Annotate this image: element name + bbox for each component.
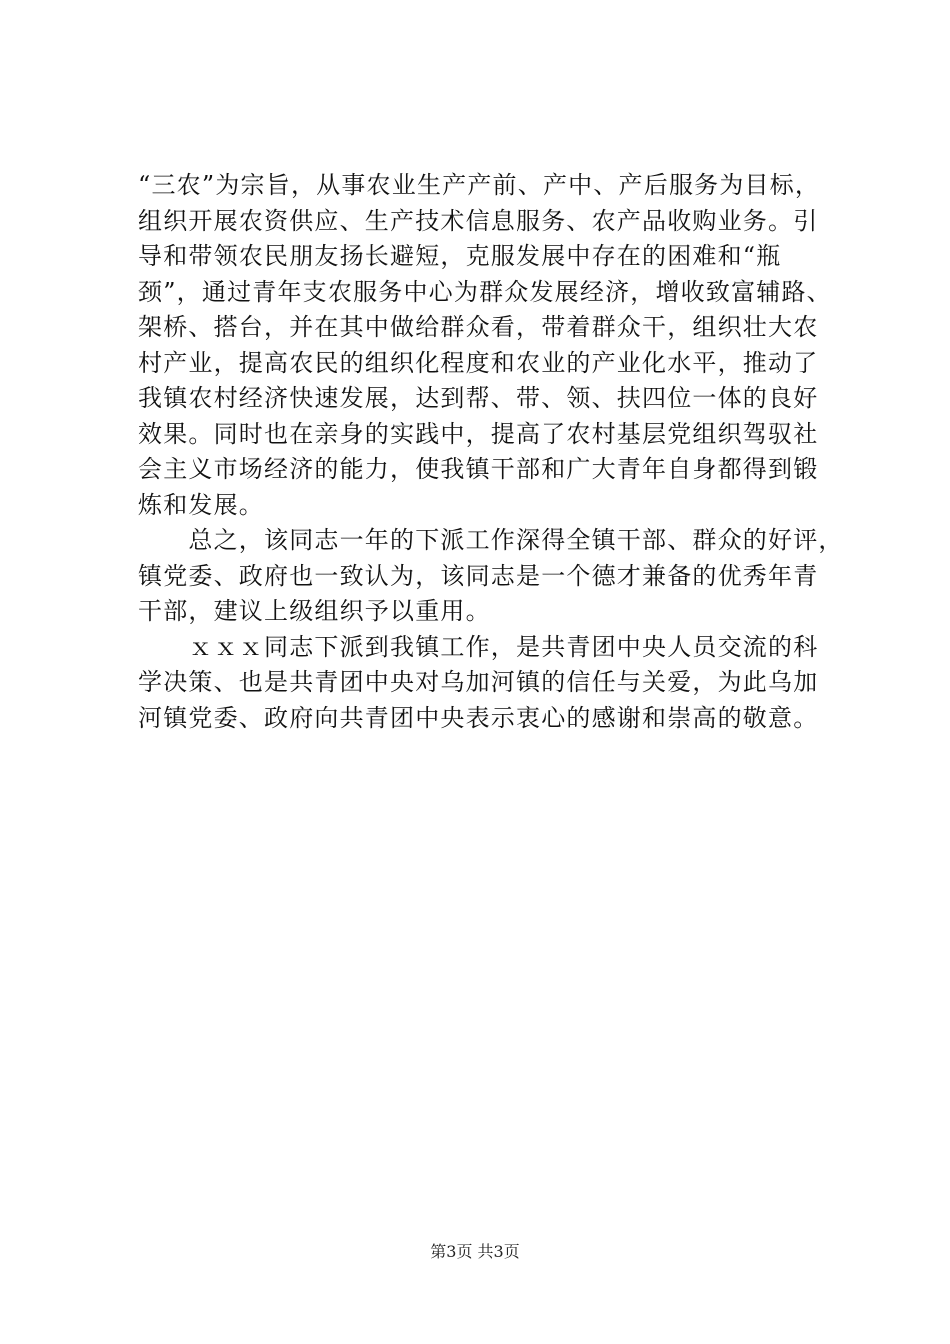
text-line: 学决策、也是共青团中央对乌加河镇的信任与关爱，为此乌加	[138, 668, 819, 696]
text-line: 会主义市场经济的能力，使我镇干部和广大青年自身都得到锻	[138, 455, 819, 483]
text-line: 效果。同时也在亲身的实践中，提高了农村基层党组织驾驭社	[138, 419, 819, 448]
text-line: 村产业，提高农民的组织化程度和农业的产业化水平，推动了	[138, 348, 819, 377]
text-line: 我镇农村经济快速发展，达到帮、带、领、扶四位一体的良好	[138, 384, 819, 412]
text-line: 颈”，通过青年支农服务中心为群众发展经济，增收致富辅路、	[138, 277, 832, 306]
text-line: “三农”为宗旨，从事农业生产产前、产中、产后服务为目标，	[138, 171, 821, 199]
text-line: 镇党委、政府也一致认为，该同志是一个德才兼备的优秀年青	[138, 561, 819, 590]
text-line: ｘｘｘ同志下派到我镇工作，是共青团中央人员交流的科	[138, 632, 819, 661]
text-line: 干部，建议上级组织予以重用。	[138, 597, 491, 625]
text-line: 炼和发展。	[138, 490, 264, 519]
text-line: 架桥、搭台，并在其中做给群众看，带着群众干，组织壮大农	[138, 313, 819, 341]
text-line: 总之，该同志一年的下派工作深得全镇干部、群众的好评，	[138, 526, 844, 554]
text-line: 组织开展农资供应、生产技术信息服务、农产品收购业务。引	[138, 206, 819, 235]
body-text	[138, 168, 844, 736]
text-line: 导和带领农民朋友扬长避短，克服发展中存在的困难和“瓶	[138, 242, 782, 270]
page-number-footer: 第3页 共3页	[430, 1242, 520, 1261]
text-line: 河镇党委、政府向共青团中央表示衷心的感谢和崇高的敬意。	[138, 703, 819, 732]
